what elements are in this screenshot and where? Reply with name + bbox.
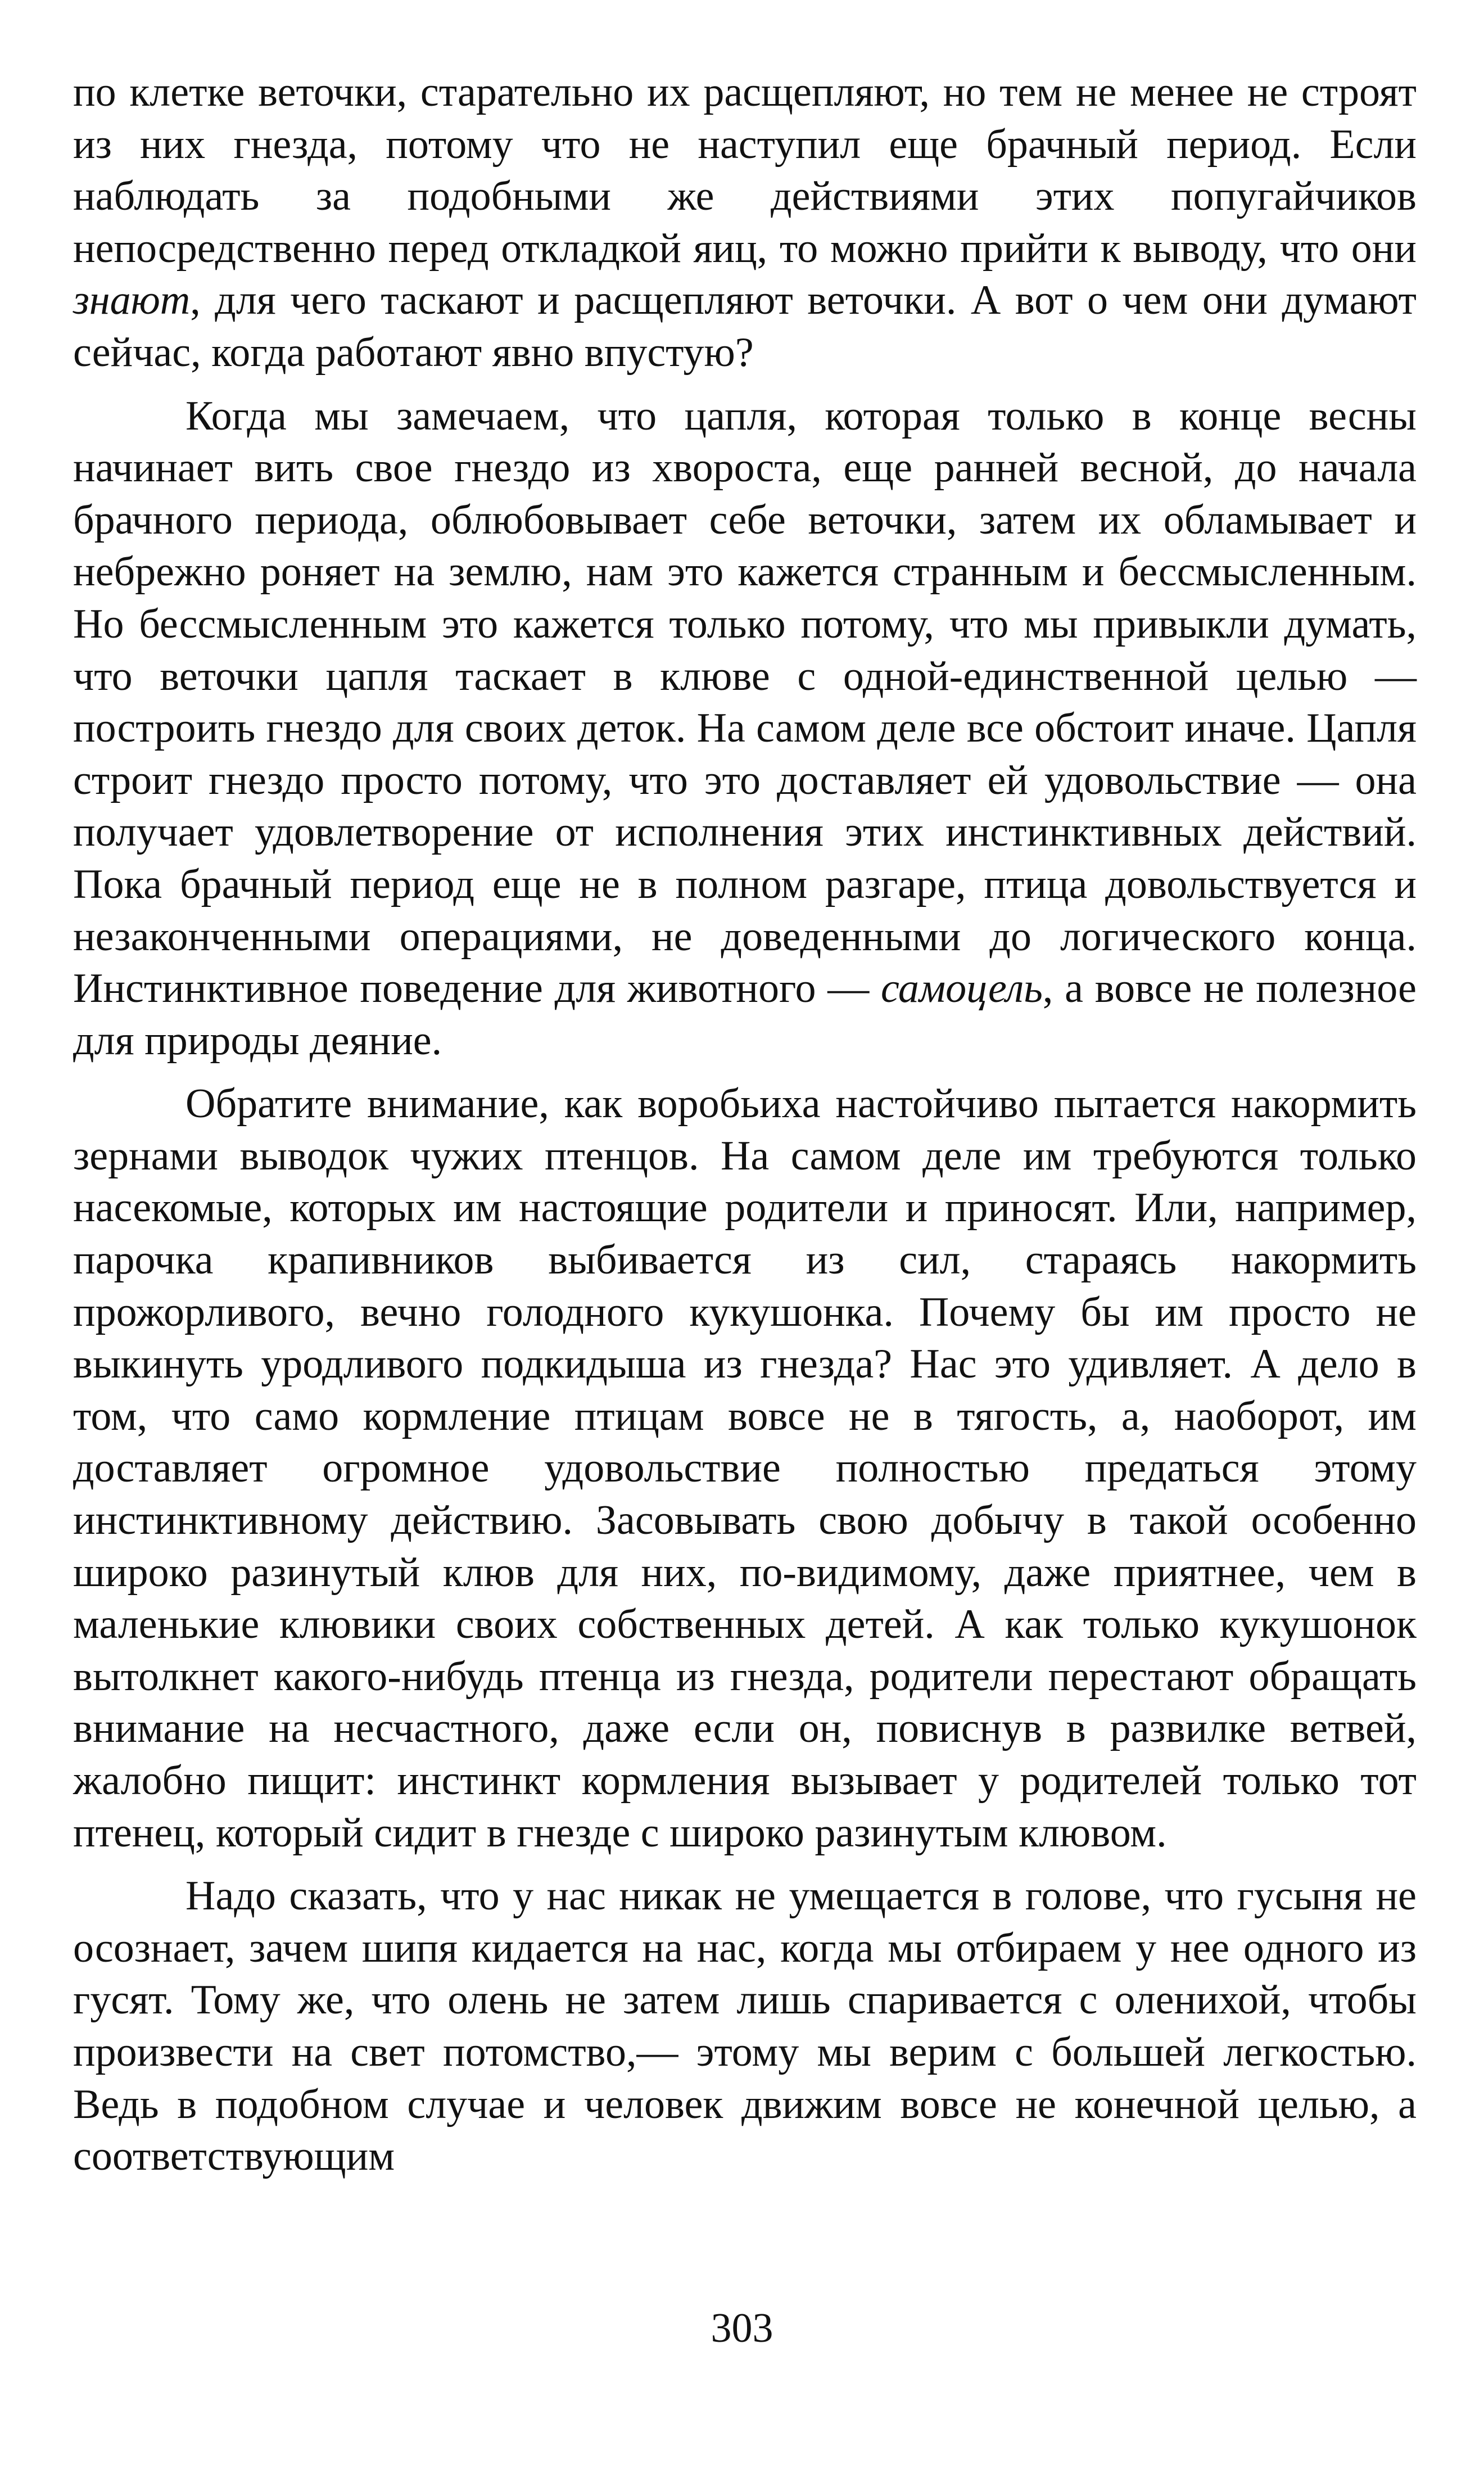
- paragraph-1-emphasis: знают: [73, 277, 191, 324]
- paragraph-3: [73, 1078, 1417, 1859]
- page-body: [73, 66, 1417, 2183]
- paragraph-3-text: Обратите внимание, как воробьиха настойчиво пытается накормить зернами выводок чужих птенцов. На самом деле им требуются только насекомые, которых им настоящие родители и приносят. Или, например, парочка крапивников выбивается из сил, стараясь накормить прожорливого, вечно голодного кукушонка. Почему бы им просто не выкинуть уродливого подкидыша из гнезда? Нас это удивляет. А дело в том, что само кормление птицам вовсе не в тягость, а, наоборот, им доставляет огромное удовольствие полностью предаться этому инстинктивному действию. Засовывать свою добычу в такой особенно широко разинутый клюв для них, по-видимому, даже приятнее, чем в маленькие клювики своих собственных детей. А как только кукушонок вытолкнет какого-нибудь птенца из гнезда, родители перестают обращать внимание на несчастного, даже если он, повиснув в развилке ветвей, жалобно пищит: инстинкт кормления вызывает у родителей только тот птенец, который сидит в гнезде с широко разинутым клювом.: [73, 1081, 1417, 1856]
- paragraph-2-text-b: , а вовсе не полезное для природы деяние.: [73, 965, 1417, 1064]
- paragraph-1: [73, 66, 1417, 379]
- page-number: 303: [711, 2305, 773, 2351]
- paragraph-1-text-b: , для чего таскают и расщепляют веточки. А вот о чем они думают сейчас, когда работают явно впустую?: [73, 277, 1417, 376]
- paragraph-2-emphasis: самоцель: [880, 965, 1043, 1012]
- paragraph-2-text-a: Когда мы замечаем, что цапля, которая только в конце весны начинает вить свое гнездо из хвороста, еще ранней весной, до начала брачного периода, облюбовывает себе веточки, затем их обламывает и небрежно роняет на землю, нам это кажется странным и бессмысленным. Но бессмысленным это кажется только потому, что мы привыкли думать, что веточки цапля таскает в клюве с одной-единственной целью — построить гнездо для своих деток. На самом деле все обстоит иначе. Цапля строит гнездо просто потому, что это доставляет ей удовольствие — она получает удовлетворение от исполнения этих инстинктивных действий. Пока брачный период еще не в полном разгаре, птица довольствуется и незаконченными операциями, не доведенными до логического конца. Инстинктивное поведение для животного —: [73, 392, 1417, 1012]
- paragraph-4: [73, 1870, 1417, 2183]
- paragraph-1-text-a: по клетке веточки, старательно их расщепляют, но тем не менее не строят из них гнезда, потому что не наступил еще брачный период. Если наблюдать за подобными же действиями этих попугайчиков непосредственно перед откладкой яиц, то можно прийти к выводу, что они: [73, 69, 1417, 272]
- paragraph-4-text: Надо сказать, что у нас никак не умещается в голове, что гусыня не осознает, зачем шипя кидается на нас, когда мы отбираем у нее одного из гусят. Тому же, что олень не затем лишь спаривается с оленихой, чтобы произвести на свет потомство,— этому мы верим с большей легкостью. Ведь в подобном случае и человек движим вовсе не конечной целью, а соответствующим: [73, 1873, 1417, 2180]
- paragraph-2: [73, 390, 1417, 1067]
